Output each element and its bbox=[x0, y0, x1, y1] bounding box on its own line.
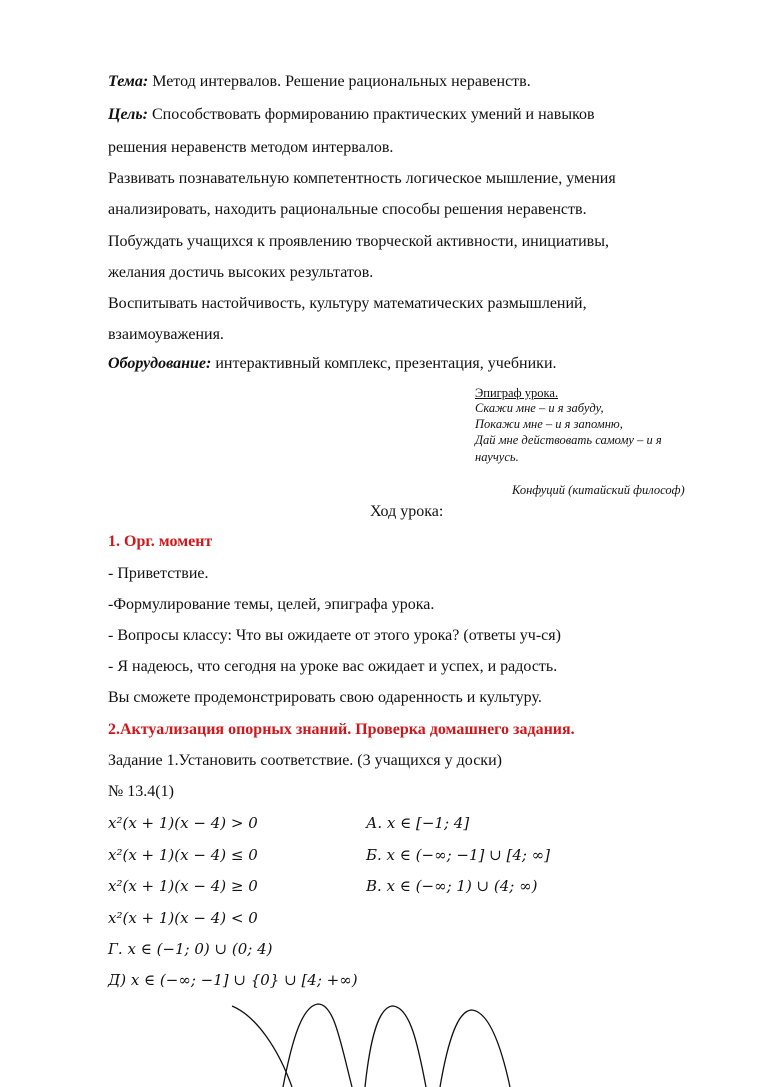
goal-line-4: анализировать, находить рациональные способы решения неравенств. bbox=[108, 201, 587, 218]
epigraph-line-2: Покажи мне – и я запомню, bbox=[475, 417, 623, 431]
sign-chart-arc bbox=[283, 1004, 352, 1087]
goal-line-7: Воспитывать настойчивость, культуру математических размышлений, bbox=[108, 295, 587, 312]
section1-title: 1. Орг. момент bbox=[108, 533, 213, 550]
section1-item-3: - Вопросы классу: Что вы ожидаете от этого урока? (ответы уч-ся) bbox=[108, 627, 561, 644]
inequality-2: x²(x + 1)(x − 4) ≤ 0 bbox=[108, 846, 258, 864]
section1-item-2: -Формулирование темы, целей, эпиграфа урока. bbox=[108, 596, 435, 613]
goal-line-3: Развивать познавательную компетентность логическое мышление, умения bbox=[108, 170, 616, 187]
goal-text-1: Способствовать формированию практических умений и навыков bbox=[148, 106, 595, 123]
answer-b: Б. x ∈ (−∞; −1] ∪ [4; ∞] bbox=[366, 846, 551, 864]
inequality-1: x²(x + 1)(x − 4) > 0 bbox=[108, 814, 258, 832]
epigraph-line-1: Скажи мне – и я забуду, bbox=[475, 401, 604, 415]
section2-number: № 13.4(1) bbox=[108, 783, 174, 800]
goal-label: Цель: bbox=[108, 106, 148, 123]
lesson-heading: Ход урока: bbox=[370, 503, 444, 520]
section2-title: 2.Актуализация опорных знаний. Проверка домашнего задания. bbox=[108, 721, 575, 738]
section1-item-5: Вы сможете продемонстрировать свою одаренность и культуру. bbox=[108, 689, 542, 706]
topic-label: Тема: bbox=[108, 73, 149, 90]
equipment-text: интерактивный комплекс, презентация, учебники. bbox=[211, 355, 557, 372]
section2-task: Задание 1.Установить соответствие. (3 учащихся у доски) bbox=[108, 752, 502, 769]
section1-item-1: - Приветствие. bbox=[108, 565, 209, 582]
answer-g: Г. x ∈ (−1; 0) ∪ (0; 4) bbox=[108, 940, 273, 958]
sign-chart-arc bbox=[440, 1010, 510, 1087]
answer-d: Д) x ∈ (−∞; −1] ∪ {0} ∪ [4; +∞) bbox=[108, 971, 358, 989]
goal-line-5: Побуждать учащихся к проявлению творческой активности, инициативы, bbox=[108, 233, 609, 250]
epigraph-line-4: научусь. bbox=[475, 450, 519, 464]
equipment-label: Оборудование: bbox=[108, 355, 212, 372]
goal-line-6: желания достичь высоких результатов. bbox=[108, 264, 374, 281]
answer-v: В. x ∈ (−∞; 1) ∪ (4; ∞) bbox=[366, 877, 538, 895]
epigraph-author: Конфуций (китайский философ) bbox=[512, 483, 685, 497]
goal-line-2: решения неравенств методом интервалов. bbox=[108, 139, 394, 156]
section1-item-4: - Я надеюсь, что сегодня на уроке вас ожидает и успех, и радость. bbox=[108, 658, 558, 675]
inequality-3: x²(x + 1)(x − 4) ≥ 0 bbox=[108, 877, 258, 895]
inequality-4: x²(x + 1)(x − 4) < 0 bbox=[108, 909, 258, 927]
topic-text: Метод интервалов. Решение рациональных неравенств. bbox=[148, 73, 531, 90]
epigraph-title: Эпиграф урока. bbox=[475, 386, 559, 400]
sign-chart-arc bbox=[365, 1006, 426, 1087]
epigraph-line-3: Дай мне действовать самому – и я bbox=[475, 433, 662, 447]
answer-a: А. x ∈ [−1; 4] bbox=[366, 814, 470, 832]
goal-line-8: взаимоуважения. bbox=[108, 326, 224, 343]
sign-chart-arc bbox=[232, 1006, 292, 1087]
